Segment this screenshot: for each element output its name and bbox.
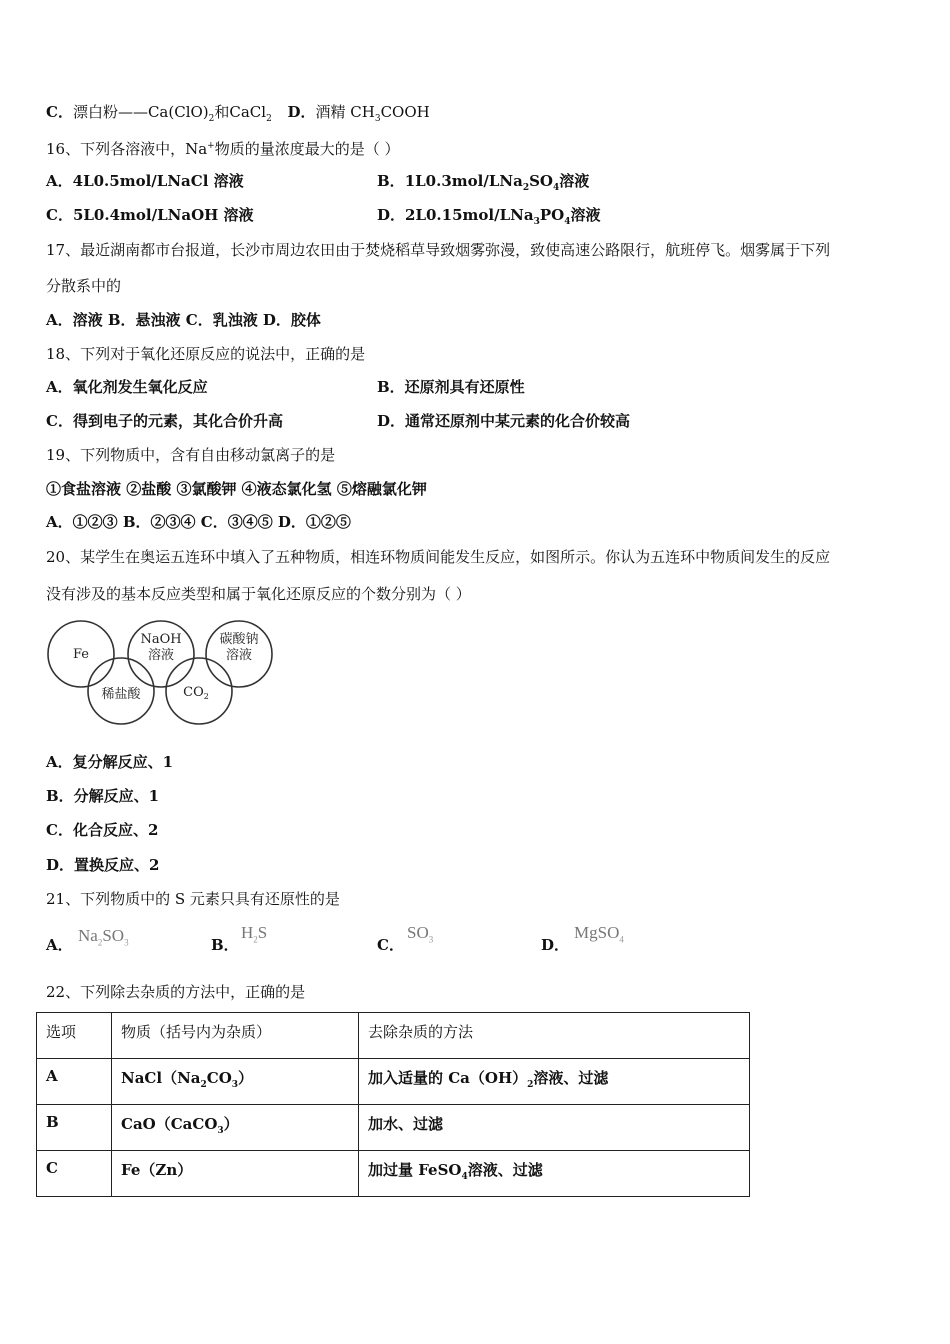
- q16-option-d: D．$2L0.15mol/LNa_3PO_4$溶液: [377, 206, 601, 227]
- q17-stem-line1: 17、最近湖南都市台报道，长沙市周边农田由于焚烧稻草导致烟雾弥漫，致使高速公路限行，航班停飞。烟雾属于下列: [46, 241, 831, 259]
- q20-stem-line1: 20、某学生在奥运五连环中填入了五种物质，相连环物质间能发生反应，如图所示。你认为五连环中物质间发生的反应: [46, 548, 831, 566]
- q18-stem: 18、下列对于氧化还原反应的说法中，正确的是: [46, 345, 366, 363]
- ring-label-fe: Fe: [72, 647, 90, 662]
- q22-table: [36, 1012, 750, 1197]
- q16-stem: 16、下列各溶液中，Na+物质的量浓度最大的是（ ）: [46, 140, 400, 158]
- row-b-method: 加水、过滤: [359, 1105, 750, 1151]
- q18-option-a: A．氧化剂发生氧化反应: [46, 378, 208, 396]
- ring-label-na2co3: 碳酸钠: [219, 632, 259, 647]
- q21-formula-a: $Na_2SO_3$: [78, 926, 129, 948]
- row-c-option: C: [37, 1151, 112, 1197]
- ring-label-naoh: NaOH: [140, 632, 182, 647]
- q20-option-d: D．置换反应、2: [46, 856, 160, 874]
- header-cell-substance: 物质（括号内为杂质）: [112, 1013, 359, 1059]
- row-a-method: 加入适量的 $Ca(OH)_2$溶液、过滤: [359, 1059, 750, 1105]
- ring-label-hcl: 稀盐酸: [101, 687, 141, 702]
- q21-option-b-label: B．: [211, 936, 239, 954]
- table-row: [37, 1059, 750, 1105]
- row-c-substance: Fe（Zn）: [112, 1151, 359, 1197]
- q21-formula-b: $H_2S$: [241, 923, 268, 945]
- q21-formula-c: $SO_3$: [407, 923, 434, 945]
- q22-stem: 22、下列除去杂质的方法中，正确的是: [46, 983, 306, 1001]
- ring-label-na2co3-2: 溶液: [225, 648, 253, 663]
- five-rings-diagram: [44, 618, 284, 732]
- q15-option-line: C．漂白粉$——Ca(ClO)_2$和CaCl$_2$ D．酒精 $CH_3COOH$: [46, 103, 430, 124]
- q21-option-c-label: C．: [377, 936, 404, 954]
- q20-option-b: B．分解反应、1: [46, 787, 160, 805]
- table-header-row: [37, 1013, 750, 1059]
- table-row: [37, 1151, 750, 1197]
- q16-option-a: A．4L0.5mol/LNaCl 溶液: [46, 172, 244, 190]
- q19-options: A．①②③ B．②③④ C．③④⑤ D．①②⑤: [46, 513, 351, 531]
- q16-option-c: C．5L0.4mol/LNaOH 溶液: [46, 206, 254, 224]
- q20-option-c: C．化合反应、2: [46, 821, 159, 839]
- q21-formula-d: MgSO$_4$: [574, 923, 624, 945]
- q18-option-c: C．得到电子的元素，其化合价升高: [46, 412, 283, 430]
- header-cell-method: 去除杂质的方法: [359, 1013, 750, 1059]
- row-a-substance: $NaCl(Na_2CO_3)$: [112, 1059, 359, 1105]
- q18-option-b: B．还原剂具有还原性: [377, 378, 525, 396]
- row-c-method: 加过量 FeSO$_4$溶液、过滤: [359, 1151, 750, 1197]
- q18-option-d: D．通常还原剂中某元素的化合价较高: [377, 412, 631, 430]
- q16-option-b: B．$1L0.3mol/LNa_2SO_4$溶液: [377, 172, 590, 193]
- q21-option-d-label: D．: [541, 936, 570, 954]
- q19-stem: 19、下列物质中，含有自由移动氯离子的是: [46, 446, 336, 464]
- q17-options: A．溶液 B．悬浊液 C．乳浊液 D．胶体: [46, 311, 321, 329]
- q21-stem: 21、下列物质中的 S 元素只具有还原性的是: [46, 890, 340, 908]
- q20-stem-line2: 没有涉及的基本反应类型和属于氧化还原反应的个数分别为（ ）: [46, 585, 471, 603]
- table-row: [37, 1105, 750, 1151]
- ring-label-naoh-2: 溶液: [147, 648, 175, 663]
- q21-option-a-label: A．: [46, 936, 73, 954]
- header-cell-option: 选项: [37, 1013, 112, 1059]
- row-a-option: A: [37, 1059, 112, 1105]
- q20-option-a: A．复分解反应、1: [46, 753, 174, 771]
- q17-stem-line2: 分散系中的: [46, 277, 122, 295]
- ring-label-co2: $CO_2$: [183, 685, 209, 701]
- row-b-option: B: [37, 1105, 112, 1151]
- row-b-substance: CaO（CaCO$_3$）: [112, 1105, 359, 1151]
- q19-items: ①食盐溶液 ②盐酸 ③氯酸钾 ④液态氯化氢 ⑤熔融氯化钾: [46, 480, 427, 498]
